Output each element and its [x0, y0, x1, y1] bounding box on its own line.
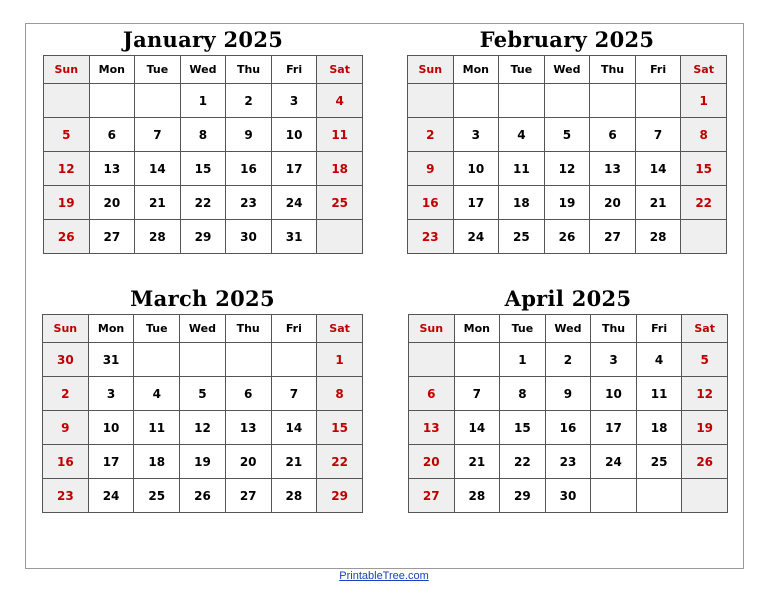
- weekday-label: Thu: [226, 56, 272, 84]
- week-row: [408, 84, 727, 118]
- day-cell: 21: [454, 445, 500, 479]
- day-cell: 9: [226, 118, 272, 152]
- weekday-label: Wed: [180, 56, 226, 84]
- day-cell: [135, 84, 181, 118]
- day-cell: 4: [499, 118, 545, 152]
- weekday-label: Sat: [317, 315, 363, 343]
- day-cell: 31: [271, 220, 317, 254]
- day-cell: 6: [89, 118, 135, 152]
- day-cell: 7: [135, 118, 181, 152]
- week-row: [43, 479, 363, 513]
- day-cell: 17: [271, 152, 317, 186]
- day-cell: [180, 343, 226, 377]
- day-cell: 26: [44, 220, 90, 254]
- day-cell: 15: [317, 411, 363, 445]
- day-cell: 30: [226, 220, 272, 254]
- day-cell: 14: [271, 411, 317, 445]
- day-cell: [453, 84, 499, 118]
- day-cell: 20: [89, 186, 135, 220]
- day-cell: 14: [635, 152, 681, 186]
- day-cell: 1: [500, 343, 546, 377]
- day-cell: 2: [545, 343, 591, 377]
- weekday-label: Sat: [681, 56, 727, 84]
- weekday-label: Fri: [271, 315, 317, 343]
- month-title: January 2025: [122, 27, 284, 52]
- week-row: [408, 152, 727, 186]
- month-grid: [407, 55, 727, 254]
- weekday-label: Tue: [500, 315, 546, 343]
- day-cell: 6: [590, 118, 636, 152]
- day-cell: 12: [180, 411, 226, 445]
- day-cell: 18: [317, 152, 363, 186]
- day-cell: 18: [636, 411, 682, 445]
- day-cell: 6: [409, 377, 455, 411]
- day-cell: [89, 84, 135, 118]
- day-cell: 9: [545, 377, 591, 411]
- day-cell: 13: [89, 152, 135, 186]
- day-cell: 27: [89, 220, 135, 254]
- weekday-label: Sat: [317, 56, 363, 84]
- day-cell: [499, 84, 545, 118]
- week-row: [408, 220, 727, 254]
- day-cell: 16: [545, 411, 591, 445]
- day-cell: 26: [180, 479, 226, 513]
- day-cell: 12: [682, 377, 728, 411]
- day-cell: [591, 479, 637, 513]
- day-cell: 27: [225, 479, 271, 513]
- day-cell: [44, 84, 90, 118]
- day-cell: 14: [135, 152, 181, 186]
- calendar-january: [43, 25, 363, 254]
- day-cell: 29: [500, 479, 546, 513]
- day-cell: 3: [453, 118, 499, 152]
- weekday-label: Fri: [635, 56, 681, 84]
- week-row: [43, 411, 363, 445]
- day-cell: 8: [500, 377, 546, 411]
- footer-link[interactable]: PrintableTree.com: [339, 570, 429, 582]
- day-cell: 19: [682, 411, 728, 445]
- calendar-february: [407, 25, 727, 254]
- week-row: [44, 152, 363, 186]
- day-cell: 11: [317, 118, 363, 152]
- day-cell: 23: [43, 479, 89, 513]
- day-cell: 22: [500, 445, 546, 479]
- day-cell: 16: [408, 186, 454, 220]
- day-cell: 4: [636, 343, 682, 377]
- day-cell: 24: [591, 445, 637, 479]
- day-cell: [682, 479, 728, 513]
- day-cell: [317, 220, 363, 254]
- weekday-label: Wed: [544, 56, 590, 84]
- day-cell: 10: [453, 152, 499, 186]
- day-cell: 10: [591, 377, 637, 411]
- week-row: [44, 186, 363, 220]
- day-cell: 6: [225, 377, 271, 411]
- day-cell: 20: [409, 445, 455, 479]
- day-cell: 7: [454, 377, 500, 411]
- weekday-label: Sun: [408, 56, 454, 84]
- day-cell: 17: [591, 411, 637, 445]
- day-cell: 25: [636, 445, 682, 479]
- day-cell: 8: [681, 118, 727, 152]
- day-cell: 18: [134, 445, 180, 479]
- weekday-label: Sat: [682, 315, 728, 343]
- day-cell: 15: [500, 411, 546, 445]
- week-row: [409, 411, 728, 445]
- day-cell: 15: [681, 152, 727, 186]
- day-cell: 5: [180, 377, 226, 411]
- day-cell: [544, 84, 590, 118]
- day-cell: 25: [499, 220, 545, 254]
- day-cell: [636, 479, 682, 513]
- week-row: [409, 479, 728, 513]
- day-cell: 12: [544, 152, 590, 186]
- day-cell: [454, 343, 500, 377]
- day-cell: 16: [226, 152, 272, 186]
- day-cell: 3: [591, 343, 637, 377]
- day-cell: 20: [590, 186, 636, 220]
- day-cell: 10: [88, 411, 134, 445]
- week-row: [43, 445, 363, 479]
- day-cell: 17: [88, 445, 134, 479]
- day-cell: 26: [682, 445, 728, 479]
- weekday-header-row: [44, 56, 363, 84]
- day-cell: 8: [180, 118, 226, 152]
- day-cell: 2: [408, 118, 454, 152]
- week-row: [44, 220, 363, 254]
- weekday-label: Thu: [225, 315, 271, 343]
- month-title: April 2025: [504, 286, 632, 311]
- week-row: [409, 445, 728, 479]
- day-cell: 2: [43, 377, 89, 411]
- day-cell: 28: [135, 220, 181, 254]
- weekday-label: Tue: [499, 56, 545, 84]
- week-row: [44, 118, 363, 152]
- day-cell: 24: [453, 220, 499, 254]
- day-cell: 30: [545, 479, 591, 513]
- weekday-label: Mon: [454, 315, 500, 343]
- week-row: [408, 186, 727, 220]
- day-cell: 13: [409, 411, 455, 445]
- day-cell: 26: [544, 220, 590, 254]
- day-cell: 7: [635, 118, 681, 152]
- weekday-label: Thu: [591, 315, 637, 343]
- weekday-label: Sun: [409, 315, 455, 343]
- weekday-label: Wed: [545, 315, 591, 343]
- day-cell: 13: [590, 152, 636, 186]
- day-cell: 13: [225, 411, 271, 445]
- weekday-label: Mon: [88, 315, 134, 343]
- day-cell: 11: [636, 377, 682, 411]
- weekday-header-row: [408, 56, 727, 84]
- day-cell: 3: [88, 377, 134, 411]
- day-cell: 23: [408, 220, 454, 254]
- day-cell: 22: [317, 445, 363, 479]
- calendar-april: [408, 284, 728, 513]
- day-cell: 2: [226, 84, 272, 118]
- day-cell: 10: [271, 118, 317, 152]
- day-cell: [590, 84, 636, 118]
- day-cell: 31: [88, 343, 134, 377]
- day-cell: 16: [43, 445, 89, 479]
- week-row: [44, 84, 363, 118]
- weekday-label: Tue: [134, 315, 180, 343]
- month-grid: [42, 314, 363, 513]
- day-cell: 15: [180, 152, 226, 186]
- day-cell: 7: [271, 377, 317, 411]
- day-cell: 14: [454, 411, 500, 445]
- month-grid: [408, 314, 728, 513]
- day-cell: 21: [635, 186, 681, 220]
- day-cell: 23: [226, 186, 272, 220]
- week-row: [408, 118, 727, 152]
- weekday-header-row: [43, 315, 363, 343]
- day-cell: 5: [544, 118, 590, 152]
- weekday-label: Wed: [180, 315, 226, 343]
- day-cell: 24: [271, 186, 317, 220]
- day-cell: 8: [317, 377, 363, 411]
- day-cell: 3: [271, 84, 317, 118]
- day-cell: 29: [317, 479, 363, 513]
- day-cell: [409, 343, 455, 377]
- day-cell: 21: [135, 186, 181, 220]
- day-cell: 11: [134, 411, 180, 445]
- month-title: February 2025: [479, 27, 655, 52]
- weekday-label: Sun: [43, 315, 89, 343]
- day-cell: [681, 220, 727, 254]
- day-cell: 28: [454, 479, 500, 513]
- day-cell: 18: [499, 186, 545, 220]
- weekday-label: Fri: [271, 56, 317, 84]
- day-cell: 1: [681, 84, 727, 118]
- day-cell: 25: [317, 186, 363, 220]
- day-cell: 5: [44, 118, 90, 152]
- day-cell: 20: [225, 445, 271, 479]
- month-title: March 2025: [130, 286, 275, 311]
- day-cell: 11: [499, 152, 545, 186]
- day-cell: [635, 84, 681, 118]
- day-cell: 19: [44, 186, 90, 220]
- month-grid: [43, 55, 363, 254]
- day-cell: 25: [134, 479, 180, 513]
- weekday-header-row: [409, 315, 728, 343]
- week-row: [43, 343, 363, 377]
- day-cell: 1: [317, 343, 363, 377]
- day-cell: 4: [317, 84, 363, 118]
- day-cell: [225, 343, 271, 377]
- day-cell: 30: [43, 343, 89, 377]
- calendar-march: [42, 284, 363, 513]
- weekday-label: Thu: [590, 56, 636, 84]
- day-cell: 1: [180, 84, 226, 118]
- weekday-label: Sun: [44, 56, 90, 84]
- day-cell: 4: [134, 377, 180, 411]
- day-cell: 12: [44, 152, 90, 186]
- week-row: [409, 377, 728, 411]
- day-cell: 19: [180, 445, 226, 479]
- day-cell: 24: [88, 479, 134, 513]
- day-cell: 23: [545, 445, 591, 479]
- day-cell: 27: [590, 220, 636, 254]
- week-row: [43, 377, 363, 411]
- week-row: [409, 343, 728, 377]
- day-cell: 28: [271, 479, 317, 513]
- day-cell: 28: [635, 220, 681, 254]
- day-cell: 19: [544, 186, 590, 220]
- day-cell: 17: [453, 186, 499, 220]
- weekday-label: Mon: [453, 56, 499, 84]
- day-cell: 21: [271, 445, 317, 479]
- weekday-label: Fri: [636, 315, 682, 343]
- weekday-label: Mon: [89, 56, 135, 84]
- day-cell: 9: [43, 411, 89, 445]
- day-cell: [134, 343, 180, 377]
- day-cell: [271, 343, 317, 377]
- day-cell: 29: [180, 220, 226, 254]
- day-cell: 22: [681, 186, 727, 220]
- day-cell: 27: [409, 479, 455, 513]
- day-cell: 9: [408, 152, 454, 186]
- day-cell: 5: [682, 343, 728, 377]
- day-cell: [408, 84, 454, 118]
- day-cell: 22: [180, 186, 226, 220]
- weekday-label: Tue: [135, 56, 181, 84]
